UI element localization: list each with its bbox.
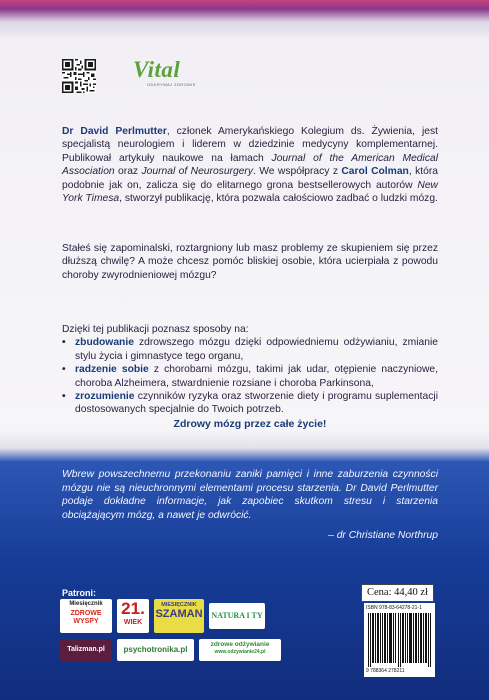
patron-logo-line: Miesięcznik [69, 601, 103, 607]
patron-logo-zdrowe-odzywianie [199, 639, 281, 661]
quote-author: – dr Christiane Northrup [328, 530, 438, 541]
benefit-item [62, 390, 438, 417]
publisher-logo-text: Vital [133, 57, 181, 82]
patron-logo-line: zdrowe odżywianie [210, 641, 270, 648]
benefit-item [62, 363, 438, 390]
patron-logo-line: MIESIĘCZNIK [161, 602, 197, 608]
benefit-keyword: zbudowanie [75, 337, 134, 349]
patron-logo-line: ZDROWE WYSPY [70, 610, 102, 625]
patron-logo-line: SZAMAN [155, 608, 203, 620]
patron-logo-miesiecznik-wyspy [60, 599, 112, 633]
bio-segment: New York Timesa [62, 179, 438, 205]
barcode-icon [367, 613, 432, 667]
author-bio-paragraph [62, 125, 438, 205]
bio-segment: , członek Amerykańskiego Kolegium ds. Żywienia, jest specjalistą neurologiem i liderem w dziedzinie medycyny komplementarnej. Publikował artykuły naukowe na łamach [62, 126, 438, 164]
bio-segment: Journal of the American Medical Association [62, 152, 438, 178]
barcode-number: 9 788364 278211 [366, 668, 405, 674]
price-label: Cena: 44,40 zł [361, 584, 434, 602]
patron-logo-line: NATURA I TY [211, 611, 263, 620]
question-paragraph: Stałeś się zapominalski, roztargniony lub masz problemy ze skupieniem się przez dłuższą chwilę? A może chcesz pomóc bliskiej osobie, która ucierpiała z powodu choroby zwyrodnieniowej mózgu? [62, 243, 438, 281]
patrons-label: Patroni: [62, 588, 97, 598]
patron-logo-line: Talizman.pl [67, 646, 105, 653]
benefits-list [62, 336, 438, 416]
patron-logo-psychotronika [117, 639, 194, 661]
barcode [364, 603, 435, 677]
benefits-section [62, 323, 438, 417]
patron-logo-natura-i-ty [209, 603, 265, 629]
bio-segment: Carol Colman [341, 166, 409, 178]
patron-logo-szaman [154, 599, 204, 633]
bio-segment: oraz [114, 166, 142, 178]
benefit-keyword: zrozumienie [75, 391, 135, 403]
benefit-text: z chorobami mózgu, takimi jak udar, otępienie naczyniowe, choroba Alzheimera, stwardnienie rozsiane i choroba Parkinsona, [75, 364, 439, 389]
bio-segment: , która podobnie jak on, zalicza się do elitarnego grona bestsellerowych autorów [62, 166, 438, 191]
benefit-text: zdrowszego mózgu dzięki odpowiedniemu odżywianiu, zmianie stylu życia i gimnastyce tego organu, [75, 337, 438, 362]
bio-segment: . We współpracy z [253, 166, 342, 178]
benefit-keyword: radzenie sobie [75, 364, 149, 376]
publisher-logo [133, 58, 203, 96]
bio-segment: Dr David Perlmutter [62, 126, 167, 137]
bio-segment: , stworzył publikację, która pozwala całościowo zadbać o ludzki mózg. [119, 193, 438, 205]
benefit-text: czynników ryzyka oraz stworzenie diety i programu suplementacji dostosowanych specjalnie do Twoich potrzeb. [75, 391, 438, 416]
patron-logo-line: 21. [121, 599, 145, 618]
patron-logos [60, 599, 330, 671]
benefits-intro: Dzięki tej publikacji poznasz sposoby na: [62, 324, 249, 335]
publisher-tagline: ODKRYWAJ ZDROWIE [147, 82, 196, 87]
patron-logo-line: psychotronika.pl [123, 645, 188, 654]
qr-code-icon [62, 59, 96, 93]
isbn-label: ISBN 978-83-64278-21-1 [366, 605, 422, 611]
patron-logo-line: WIEK [123, 619, 143, 626]
endorsement-quote: Wbrew powszechnemu przekonaniu zaniki pamięci i inne zaburzenia czynności mózgu nie są nieuchronnymi elementami procesu starzenia. Dr David Perlmutter podaje dokładne informacje, jak zapobiec skutkom stresu i starzenia obciążającym mózg, a nawet je odwrócić. [62, 469, 438, 521]
patron-logo-talizman [60, 639, 112, 661]
bio-segment: Journal of Neurosurgery [141, 166, 254, 178]
benefit-item [62, 336, 438, 363]
patron-logo-21-wiek [117, 599, 149, 633]
cover-tagline: Zdrowy mózg przez całe życie! [173, 418, 327, 430]
patron-logo-line: www.odzywianie24.pl [214, 649, 266, 655]
